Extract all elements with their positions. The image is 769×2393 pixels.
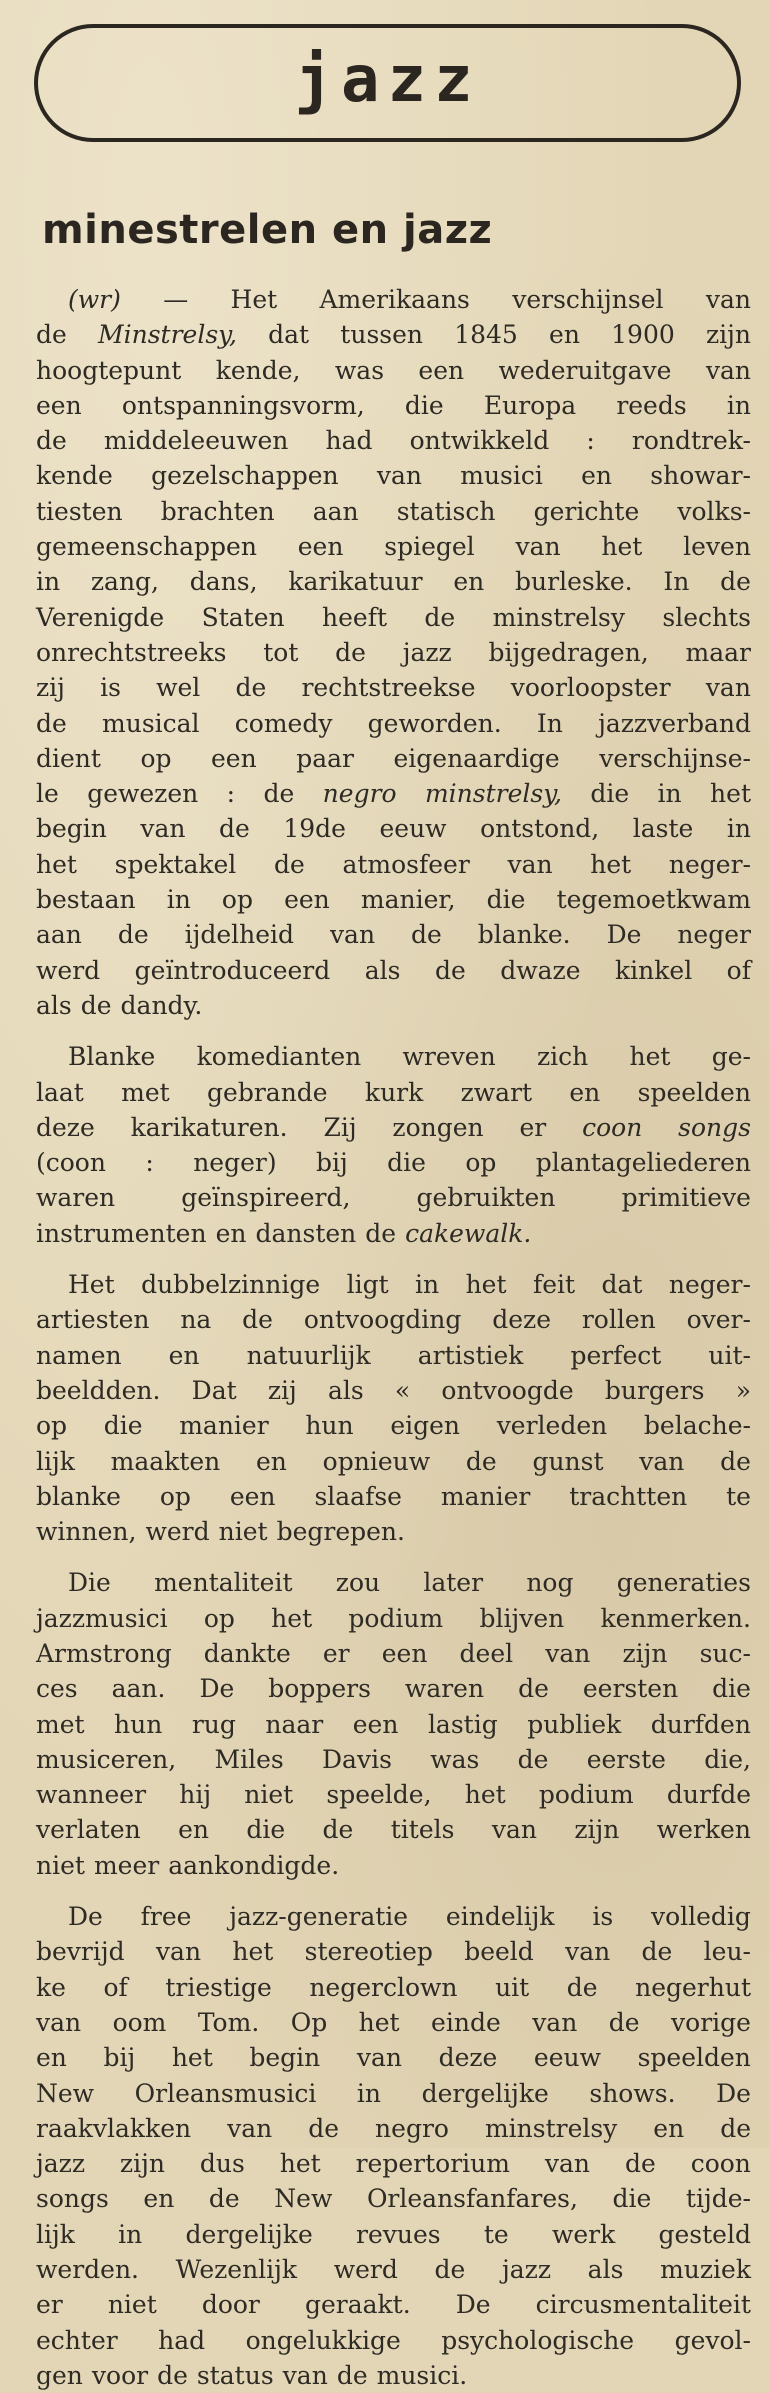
- text-line: met hun rug naar een lastig publiek durfden: [36, 1709, 751, 1739]
- article-paragraph: [36, 1267, 751, 1549]
- text-line: tiesten brachten aan statisch gerichte volks-: [36, 496, 751, 526]
- text-line: Blanke komedianten wreven zich het ge-: [68, 1042, 751, 1072]
- text-line: lijk in dergelijke revues te werk gesteld: [36, 2219, 751, 2249]
- text-line: echter had ongelukkige psychologische gevol-: [36, 2325, 751, 2355]
- text-line: begin van de 19de eeuw ontstond, laste in: [36, 814, 751, 844]
- text-line: als de dandy.: [36, 990, 203, 1020]
- text-line: hoogtepunt kende, was een wederuitgave van: [36, 355, 751, 385]
- text-line: bevrijd van het stereotiep beeld van de leu-: [36, 1937, 751, 1967]
- article-body: [36, 282, 751, 2393]
- text-line: en bij het begin van deze eeuw speelden: [36, 2043, 751, 2073]
- article-paragraph: [36, 1565, 751, 1883]
- text-line: waren geïnspireerd, gebruikten primitieve: [36, 1183, 751, 1213]
- text-line: (wr) — Het Amerikaans verschijnsel van: [68, 285, 751, 314]
- text-line: namen en natuurlijk artistiek perfect uit-: [36, 1340, 751, 1370]
- text-line: de Minstrelsy, dat tussen 1845 en 1900 zijn: [36, 320, 751, 350]
- text-line: laat met gebrande kurk zwart en speelden: [36, 1077, 751, 1107]
- text-line: er niet door geraakt. De circusmentaliteit: [36, 2290, 751, 2320]
- section-title: jazz: [294, 43, 481, 117]
- text-line: gen voor de status van de musici.: [36, 2360, 468, 2390]
- text-line: op die manier hun eigen verleden belache-: [36, 1411, 751, 1441]
- text-line: De free jazz-generatie eindelijk is volledig: [68, 1902, 751, 1932]
- section-banner: [34, 24, 741, 142]
- article-paragraph: [36, 1899, 751, 2393]
- article-paragraph: [36, 282, 751, 1023]
- text-line: ke of triestige negerclown uit de negerhut: [36, 1972, 751, 2002]
- text-line: winnen, werd niet begrepen.: [36, 1517, 405, 1547]
- text-line: instrumenten en dansten de cakewalk.: [36, 1218, 532, 1248]
- article-paragraph: [36, 1039, 751, 1251]
- text-line: Het dubbelzinnige ligt in het feit dat neger-: [68, 1270, 751, 1300]
- text-line: blanke op een slaafse manier trachtten te: [36, 1481, 751, 1511]
- text-line: artiesten na de ontvoogding deze rollen over-: [36, 1305, 751, 1335]
- text-line: een ontspanningsvorm, die Europa reeds in: [36, 390, 751, 420]
- text-line: wanneer hij niet speelde, het podium durfde: [36, 1780, 751, 1810]
- text-line: het spektakel de atmosfeer van het neger-: [36, 849, 751, 879]
- text-line: kende gezelschappen van musici en showar-: [36, 461, 751, 491]
- text-line: onrechtstreeks tot de jazz bijgedragen, maar: [36, 637, 751, 667]
- text-line: ces aan. De boppers waren de eersten die: [36, 1674, 751, 1704]
- text-line: New Orleansmusici in dergelijke shows. De: [36, 2078, 751, 2108]
- text-line: jazzmusici op het podium blijven kenmerken.: [36, 1603, 751, 1633]
- text-line: Armstrong dankte er een deel van zijn suc-: [36, 1638, 751, 1668]
- text-line: bestaan in op een manier, die tegemoetkwam: [36, 885, 751, 915]
- text-line: niet meer aankondigde.: [36, 1850, 340, 1880]
- article-headline: minestrelen en jazz: [42, 207, 493, 253]
- text-line: de middeleeuwen had ontwikkeld : rondtrek-: [36, 426, 751, 456]
- text-line: (coon : neger) bij die op plantageliederen: [36, 1148, 751, 1178]
- text-line: Die mentaliteit zou later nog generaties: [68, 1568, 751, 1598]
- text-line: werd geïntroduceerd als de dwaze kinkel of: [36, 955, 751, 985]
- text-line: werden. Wezenlijk werd de jazz als muziek: [36, 2255, 751, 2285]
- text-line: deze karikaturen. Zij zongen er coon songs: [36, 1112, 751, 1142]
- text-line: jazz zijn dus het repertorium van de coon: [36, 2149, 751, 2179]
- text-line: verlaten en die de titels van zijn werken: [36, 1815, 751, 1845]
- text-line: in zang, dans, karikatuur en burleske. In de: [36, 567, 751, 597]
- text-line: raakvlakken van de negro minstrelsy en de: [36, 2113, 751, 2143]
- text-line: van oom Tom. Op het einde van de vorige: [36, 2007, 751, 2037]
- text-line: songs en de New Orleansfanfares, die tijde-: [36, 2184, 751, 2214]
- text-line: Verenigde Staten heeft de minstrelsy slechts: [36, 602, 751, 632]
- text-line: le gewezen : de negro minstrelsy, die in het: [36, 779, 751, 809]
- text-line: beeldden. Dat zij als « ontvoogde burgers »: [36, 1375, 751, 1405]
- text-line: de musical comedy geworden. In jazzverband: [36, 708, 751, 738]
- text-line: aan de ijdelheid van de blanke. De neger: [36, 920, 751, 950]
- text-line: gemeenschappen een spiegel van het leven: [36, 532, 751, 562]
- text-line: dient op een paar eigenaardige verschijnse-: [36, 743, 751, 773]
- text-line: lijk maakten en opnieuw de gunst van de: [36, 1446, 751, 1476]
- text-line: zij is wel de rechtstreekse voorloopster van: [36, 673, 751, 703]
- text-line: musiceren, Miles Davis was de eerste die,: [36, 1744, 751, 1774]
